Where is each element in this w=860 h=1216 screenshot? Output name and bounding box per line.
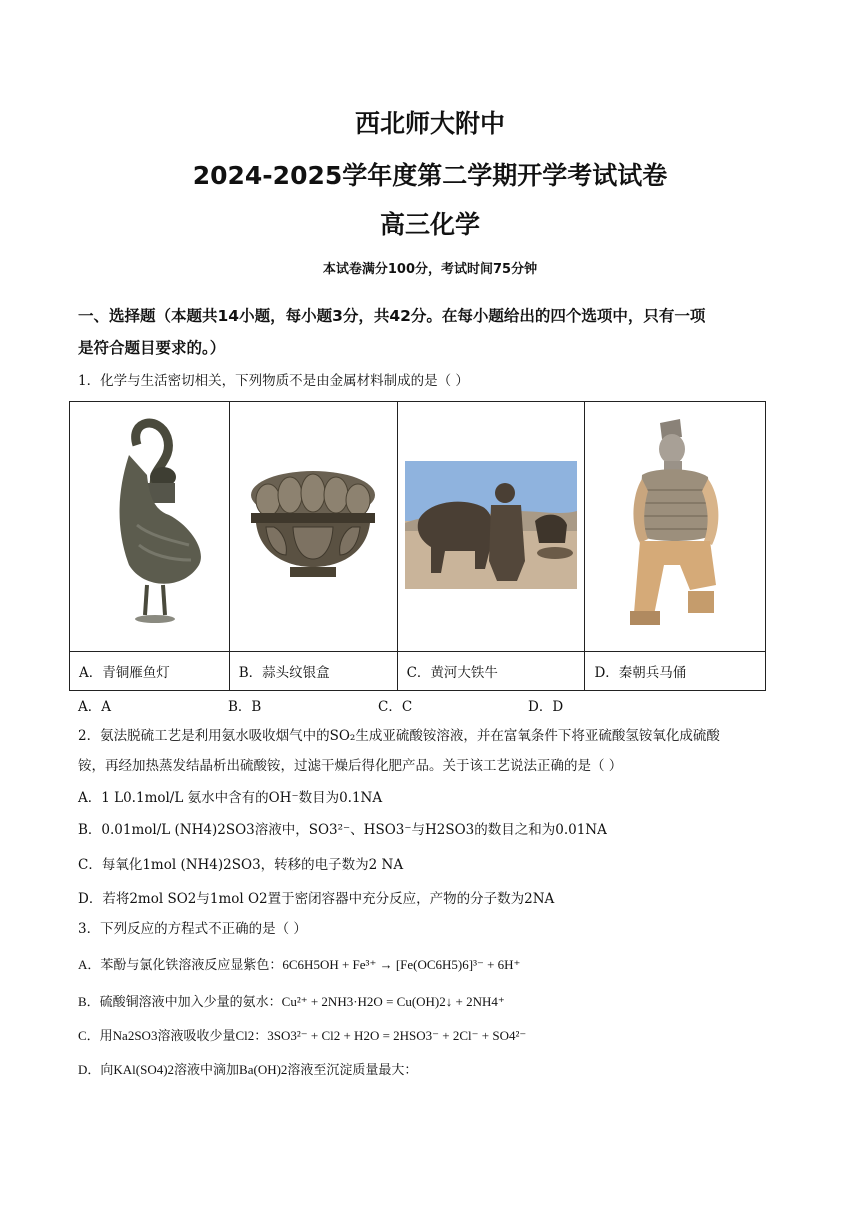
q1-option-d: D．D [528,699,564,715]
subject-title: 高三化学 [379,210,480,239]
iron-ox-image [405,461,577,589]
terracotta-warrior-image [620,415,730,635]
q1-caption-d: D．秦朝兵马俑 [585,652,766,691]
exam-note: 本试卷满分100分，考试时间75分钟 [322,262,538,277]
q1-option-a: A．A [78,699,111,715]
q2-stem-line2: 铵，再经加热蒸发结晶析出硫酸铵，过滤干燥后得化肥产品。关于该工艺说法正确的是（ ） [78,758,623,774]
q2-stem-line1: 2．氨法脱硫工艺是利用氨水吸收烟气中的SO₂生成亚硫酸铵溶液，并在富氧条件下将亚硫酸氢铵氧化成硫酸 [78,728,720,744]
section-heading [78,300,788,364]
q3-option-a: A．苯酚与氯化铁溶液反应显紫色：6C6H5OH + Fe³⁺ → [Fe(OC6H5)6]³⁻ + 6H⁺ [78,957,521,972]
q1-option-b: B．B [228,699,262,715]
q1-image-table [69,401,766,691]
q2-option-c: C．每氧化1mol (NH4)2SO3，转移的电子数为2 NA [78,857,404,873]
q1-option-c: C．C [378,699,413,715]
q1-stem: 1．化学与生活密切相关，下列物质不是由金属材料制成的是（ ） [78,373,469,389]
q3-option-d: D．向KAl(SO4)2溶液中滴加Ba(OH)2溶液至沉淀质量最大： [78,1062,418,1077]
q3-option-c: C．用Na2SO3溶液吸收少量Cl2：3SO3²⁻ + Cl2 + H2O = 2HSO3⁻ + 2Cl⁻ + SO4²⁻ [78,1028,527,1043]
q2-option-d: D．若将2mol SO2与1mol O2置于密闭容器中充分反应，产物的分子数为2NA [78,891,555,907]
q1-image-d [585,402,766,652]
exam-title: 2024-2025学年度第二学期开学考试试卷 [192,161,668,190]
q1-image-c [397,402,585,652]
school-title: 西北师大附中 [354,109,505,138]
q1-caption-a: A．青铜雁鱼灯 [70,652,230,691]
q1-caption-b: B．蒜头纹银盒 [229,652,397,691]
q1-image-a [70,402,230,652]
q2-option-a: A．1 L0.1mol/L 氨水中含有的OH⁻数目为0.1NA [78,790,383,806]
section-heading-line1: 一、选择题（本题共14小题，每小题3分，共42分。在每小题给出的四个选项中，只有一项 [78,307,706,325]
bronze-goose-lamp-image [89,415,209,635]
silver-box-image [238,455,388,595]
q2-option-b: B．0.01mol/L (NH4)2SO3溶液中，SO3²⁻、HSO3⁻与H2SO3的数目之和为0.01NA [78,822,607,838]
q1-caption-c: C．黄河大铁牛 [397,652,585,691]
q3-stem: 3．下列反应的方程式不正确的是（ ） [78,921,307,937]
section-heading-line2: 是符合题目要求的。） [78,339,226,357]
q3-option-b: B．硫酸铜溶液中加入少量的氨水：Cu²⁺ + 2NH3·H2O = Cu(OH)2↓ + 2NH4⁺ [78,994,505,1009]
q1-image-b [229,402,397,652]
